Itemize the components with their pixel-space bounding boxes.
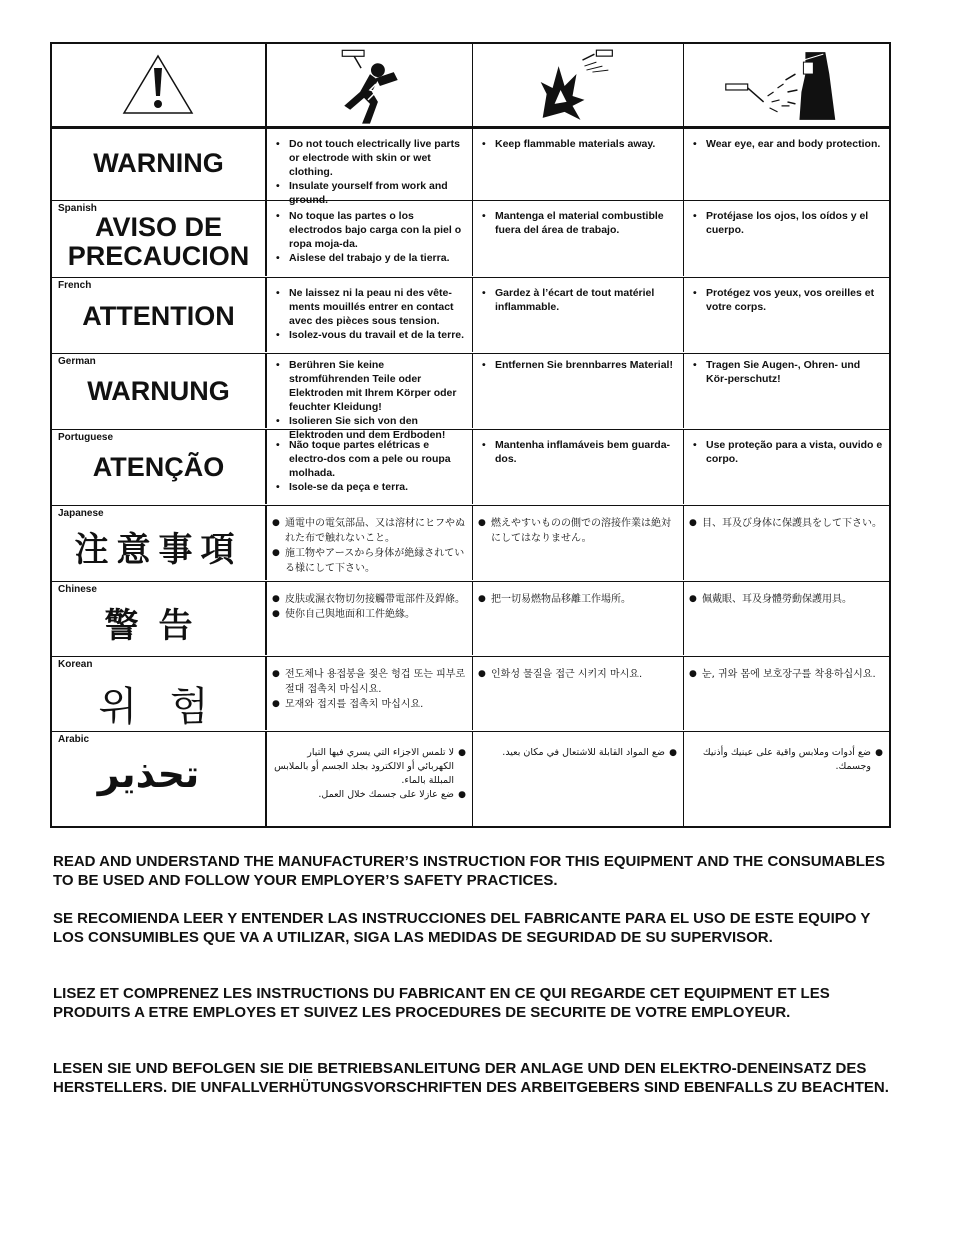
warning-row-portuguese [52, 429, 889, 504]
shock-instruction: ● ضع عازلا على جسمك خلال العمل. [273, 788, 454, 802]
fire-instruction: • Mantenha inflamáveis bem guarda-dos. [495, 438, 677, 466]
shock-instruction: • Aislese del trabajo y de la tierra. [289, 251, 466, 265]
fire-instruction: ● 把一切易燃物品移離工作場所。 [491, 592, 677, 607]
footer-english: READ AND UNDERSTAND THE MANUFACTURER’S INSTRUCTION FOR THIS EQUIPMENT AND THE CONSUMABLES TO BE USED AND FOLLOW YOUR EMPLOYER’S SAFETY PRACTICES. [53, 853, 885, 889]
fire-instruction: ● 燃えやすいものの側での溶接作業は絶対にしてはなりません。 [491, 516, 677, 546]
fire-explosion-icon [473, 44, 683, 126]
shock-icon-cell [265, 44, 472, 126]
warning-title: ATTENTION [82, 301, 235, 331]
warning-row-english [52, 126, 889, 206]
language-label: Korean [58, 659, 93, 670]
warning-row-korean [52, 656, 889, 730]
language-label: German [58, 356, 96, 367]
shock-instruction: • Isole-se da peça e terra. [289, 480, 466, 494]
warning-row-japanese [52, 505, 889, 580]
protection-instruction: • Protégez vos yeux, vos oreilles et votre corps. [706, 286, 883, 314]
protection-instruction: • Use proteção para a vista, ouvido e corpo. [706, 438, 883, 466]
shock-instruction: ● 전도체나 용접봉을 젖은 헝겁 또는 피부로 절대 접촉치 마십시요. [285, 667, 466, 697]
warning-row-spanish [52, 200, 889, 276]
language-label: Japanese [58, 508, 104, 519]
warning-icon-cell [52, 44, 265, 126]
fire-instruction: • Gardez à l’écart de tout matériel inflammable. [495, 286, 677, 314]
fire-instruction: • Mantenga el material combustible fuera del área de trabajo. [495, 209, 677, 237]
protection-instruction: ● ضع أدوات وملابس واقية على عينيك وأذنيك وجسمك. [690, 746, 871, 774]
language-label: Arabic [58, 734, 90, 745]
shock-instruction: ● 使你自己與地面和工件絶緣。 [285, 607, 466, 622]
protection-instruction: ● 佩戴眼、耳及身體勞動保護用具。 [702, 592, 883, 607]
warning-triangle-icon [52, 44, 265, 126]
language-label: Spanish [58, 203, 97, 214]
safety-warning-table [50, 42, 891, 828]
shock-instruction: • Não toque partes elétricas e electro-dos com a pele ou roupa molhada. [289, 438, 466, 480]
warning-title: 警告 [104, 606, 213, 646]
shock-instruction: • Ne laissez ni la peau ni des vête-ments mouillés entrer en contact avec des pièces sous tension. [289, 286, 466, 328]
icon-row [52, 44, 889, 126]
footer-spanish: SE RECOMIENDA LEER Y ENTENDER LAS INSTRUCCIONES DEL FABRICANTE PARA EL USO DE ESTE EQUIPO Y LOS CONSUMIBLES QUE VA A UTILIZAR, SIGA LAS MEDIDAS DE SEGURIDAD DE SU SUPERVISOR. [53, 910, 871, 946]
language-label: Chinese [58, 584, 97, 595]
protection-instruction: ● 눈, 귀와 몸에 보호장구를 착용하십시요. [702, 667, 883, 682]
eye-body-protection-icon [684, 44, 889, 126]
footer-german: LESEN SIE UND BEFOLGEN SIE DIE BETRIEBSANLEITUNG DER ANLAGE UND DEN ELEKTRO-DENEINSATZ DES HERSTELLERS. DIE UNFALLVERHÜTUNGSVORSCHRIFTEN DES ARBEITGEBERS SIND EBENFALLS ZU BEACHTEN. [53, 1060, 889, 1096]
shock-instruction: ● لا تلمس الاجزاء التي يسري فيها التيار الكهربائي أو الالكترود بجلد الجسم أو بالملابس المبللة بالماء. [273, 746, 454, 788]
protection-instruction: • Wear eye, ear and body protection. [706, 137, 883, 151]
footer-french: LISEZ ET COMPRENEZ LES INSTRUCTIONS DU FABRICANT EN CE QUI REGARDE CET EQUIPMENT ET LES PRODUITS A ETRE EMPLOYES ET SUIVEZ LES PROCEDURES DE SECURITE DE VOTRE EMPLOYEUR. [53, 985, 830, 1021]
language-label: Portuguese [58, 432, 114, 443]
shock-instruction: • Isolez-vous du travail et de la terre. [289, 328, 466, 342]
shock-instruction: • Insulate yourself from work and ground. [289, 179, 466, 207]
warning-title: تحذير [97, 752, 200, 796]
protection-instruction: • Tragen Sie Augen-, Ohren- und Kör-perschutz! [706, 358, 883, 386]
protection-instruction: ● 目、耳及び身体に保護具をして下さい。 [702, 516, 883, 531]
shock-instruction: ● 모재와 접지를 접촉치 마십시요. [285, 697, 466, 712]
language-label: French [58, 280, 92, 291]
shock-instruction: • No toque las partes o los electrodos bajo carga con la piel o ropa moja-da. [289, 209, 466, 251]
warning-title: WARNUNG [87, 376, 230, 406]
warning-title: 注意事項 [74, 530, 243, 570]
shock-instruction: ● 通電中の電気部品、又は溶材にヒフやぬれた布で触れないこと。 [285, 516, 466, 546]
warning-row-chinese [52, 581, 889, 655]
fire-instruction: • Keep flammable materials away. [495, 137, 677, 151]
warning-title: WARNING [93, 148, 224, 178]
protection-instruction: • Protéjase los ojos, los oídos y el cuerpo. [706, 209, 883, 237]
shock-instruction: ● 施工物やアースから身体が絶縁されている様にして下さい。 [285, 546, 466, 576]
fire-instruction: ● 인화성 물질을 접근 시키지 마시요. [491, 667, 677, 682]
warning-row-arabic [52, 731, 889, 827]
shock-instruction: • Isolieren Sie sich von den Elektroden und dem Erdboden! [289, 414, 466, 442]
warning-title: 위 험 [98, 684, 219, 730]
shock-instruction: • Berühren Sie keine stromführenden Teile oder Elektroden mit Ihrem Körper oder feuchter Kleidung! [289, 358, 466, 414]
shock-instruction: ● 皮肤或濕衣物切勿接觸帶電部件及銲條。 [285, 592, 466, 607]
protection-icon-cell [683, 44, 889, 126]
electric-shock-icon [267, 44, 472, 126]
warning-row-french [52, 277, 889, 352]
warning-title: AVISO DE PRECAUCION [67, 212, 250, 271]
fire-instruction: ● ضع المواد القابلة للاشتعال في مكان بعيد. [479, 746, 665, 760]
fire-instruction: • Entfernen Sie brennbarres Material! [495, 358, 677, 372]
fire-icon-cell [472, 44, 683, 126]
warning-title: ATENÇÃO [92, 452, 225, 482]
shock-instruction: • Do not touch electrically live parts or electrode with skin or wet clothing. [289, 137, 466, 179]
